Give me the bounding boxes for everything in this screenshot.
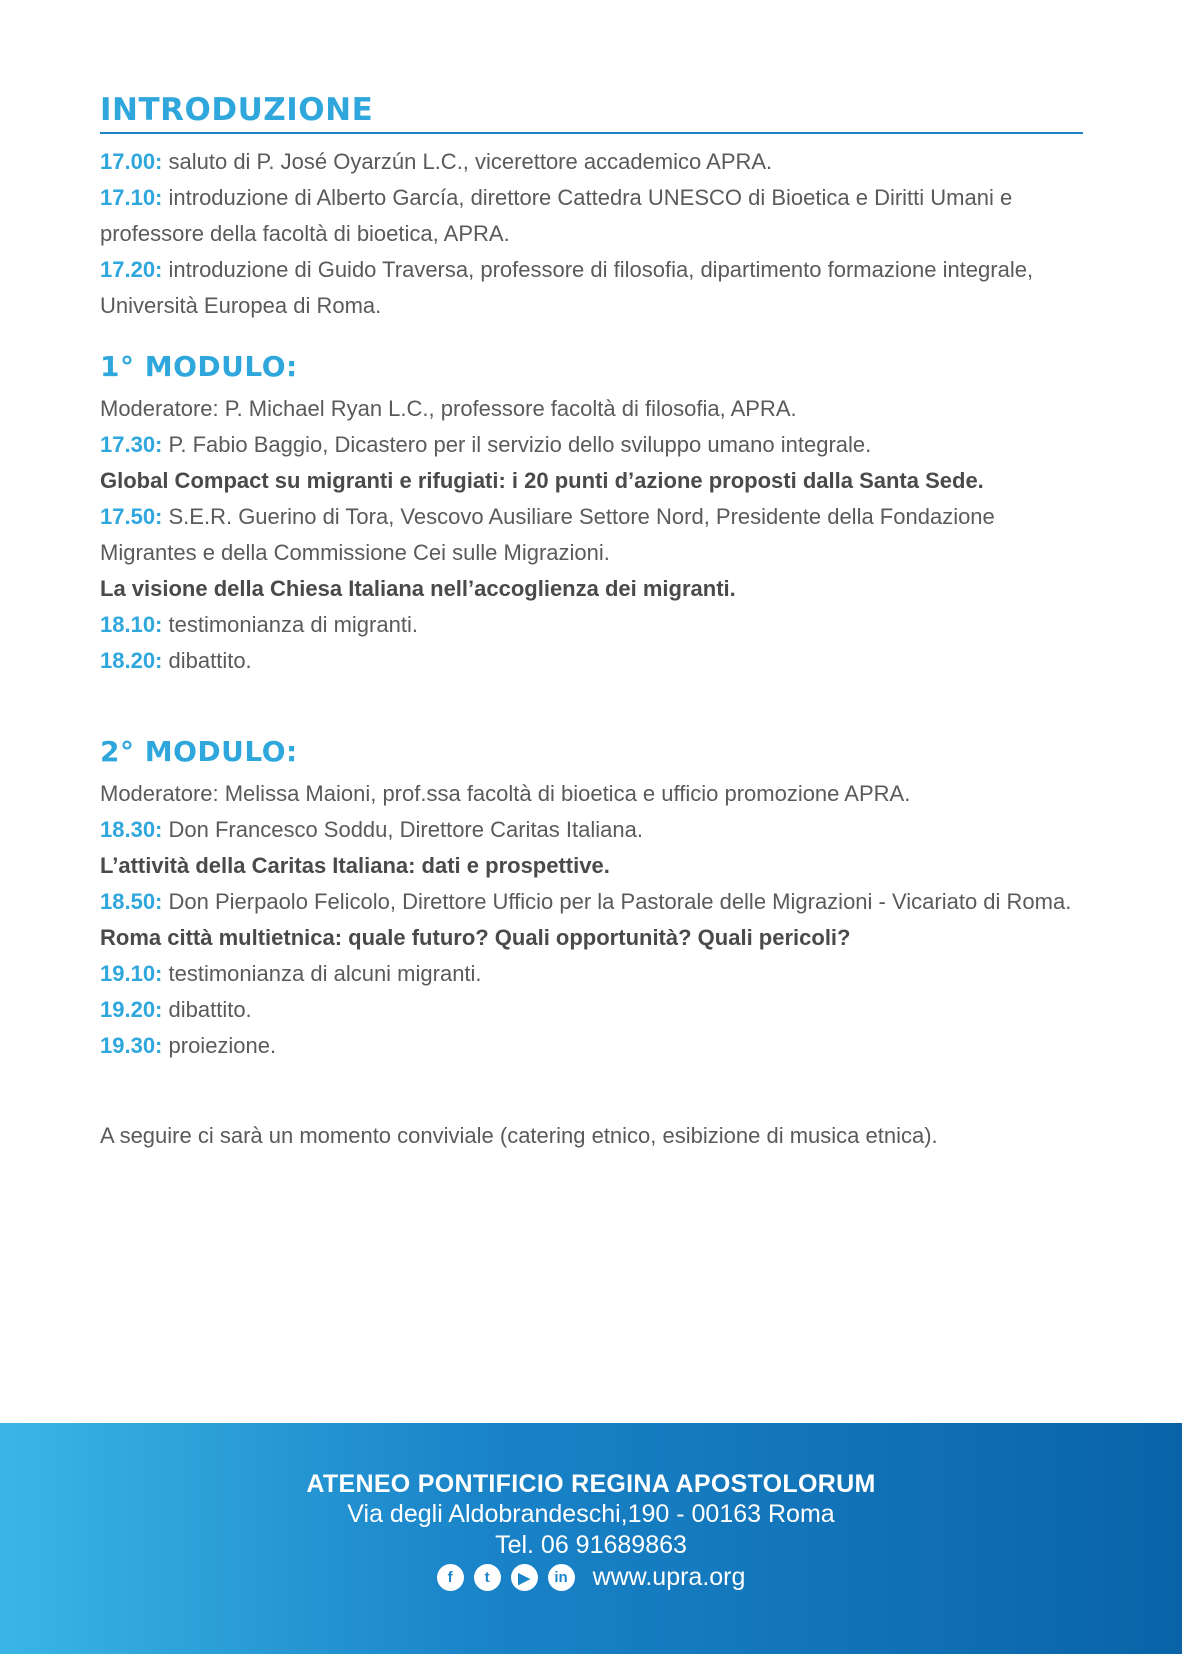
module1-talk-title: La visione della Chiesa Italiana nell’accoglienza dei migranti. — [100, 576, 736, 601]
twitter-icon[interactable]: t — [474, 1564, 501, 1591]
item-text: testimonianza di alcuni migranti. — [162, 961, 482, 986]
item-text: dibattito. — [162, 997, 252, 1022]
module1-moderator: Moderatore: P. Michael Ryan L.C., professore facoltà di filosofia, APRA. — [100, 396, 797, 421]
module1-item — [100, 427, 1083, 463]
social-links — [0, 1563, 1182, 1592]
item-text: dibattito. — [162, 648, 252, 673]
module2-item — [100, 956, 1083, 992]
item-text: proiezione. — [162, 1033, 277, 1058]
footer-org-name: ATENEO PONTIFICIO REGINA APOSTOLORUM — [306, 1470, 876, 1498]
item-text: introduzione di Guido Traversa, professore di filosofia, dipartimento formazione integrale, Università Europea di Roma. — [100, 257, 1034, 318]
intro-heading: INTRODUZIONE — [100, 92, 1083, 134]
time-label: 17.10: — [100, 185, 163, 210]
module2-item — [100, 884, 1083, 920]
module2-item — [100, 992, 1083, 1028]
module1-talk-title: Global Compact su migranti e rifugiati: i 20 punti d’azione proposti dalla Santa Sede. — [100, 468, 984, 493]
footer-address: Via degli Aldobrandeschi,190 - 00163 Roma — [347, 1500, 835, 1528]
footer-band — [0, 1423, 1182, 1654]
time-label: 17.30: — [100, 432, 163, 457]
time-label: 18.10: — [100, 612, 163, 637]
website-link[interactable]: www.upra.org — [592, 1563, 746, 1591]
program-content — [100, 92, 1083, 1154]
intro-item — [100, 144, 1083, 180]
item-text: Don Francesco Soddu, Direttore Caritas Italiana. — [162, 817, 643, 842]
item-text: S.E.R. Guerino di Tora, Vescovo Ausiliare Settore Nord, Presidente della Fondazione Migrantes e della Commissione Cei sulle Migrazioni. — [100, 504, 995, 565]
intro-item — [100, 180, 1083, 252]
time-label: 17.00: — [100, 149, 163, 174]
time-label: 18.20: — [100, 648, 163, 673]
item-text: testimonianza di migranti. — [162, 612, 418, 637]
item-text: saluto di P. José Oyarzún L.C., vicerettore accademico APRA. — [162, 149, 773, 174]
module1-item — [100, 499, 1083, 571]
module2-item — [100, 812, 1083, 848]
time-label: 17.50: — [100, 504, 163, 529]
time-label: 18.30: — [100, 817, 163, 842]
footer-phone: Tel. 06 91689863 — [495, 1531, 687, 1559]
module2-talk-title: L’attività della Caritas Italiana: dati e prospettive. — [100, 853, 610, 878]
linkedin-icon[interactable]: in — [548, 1564, 575, 1591]
module1-heading: 1° MODULO: — [100, 350, 298, 383]
module2-talk-title: Roma città multietnica: quale futuro? Quali opportunità? Quali pericoli? — [100, 925, 851, 950]
time-label: 19.10: — [100, 961, 163, 986]
youtube-icon[interactable]: ▶ — [511, 1564, 538, 1591]
module1-item — [100, 607, 1083, 643]
module2-moderator: Moderatore: Melissa Maioni, prof.ssa facoltà di bioetica e ufficio promozione APRA. — [100, 781, 911, 806]
module2-heading: 2° MODULO: — [100, 735, 298, 768]
time-label: 17.20: — [100, 257, 163, 282]
closing-note: A seguire ci sarà un momento conviviale (catering etnico, esibizione di musica etnica). — [100, 1123, 938, 1148]
intro-item — [100, 252, 1083, 324]
facebook-icon[interactable]: f — [437, 1564, 464, 1591]
item-text: introduzione di Alberto García, direttore Cattedra UNESCO di Bioetica e Diritti Umani e professore della facoltà di bioetica, APRA. — [100, 185, 1013, 246]
item-text: Don Pierpaolo Felicolo, Direttore Ufficio per la Pastorale delle Migrazioni - Vicariato di Roma. — [162, 889, 1072, 914]
time-label: 19.30: — [100, 1033, 163, 1058]
item-text: P. Fabio Baggio, Dicastero per il servizio dello sviluppo umano integrale. — [162, 432, 872, 457]
module2-item — [100, 1028, 1083, 1064]
time-label: 19.20: — [100, 997, 163, 1022]
module1-item — [100, 643, 1083, 679]
time-label: 18.50: — [100, 889, 163, 914]
